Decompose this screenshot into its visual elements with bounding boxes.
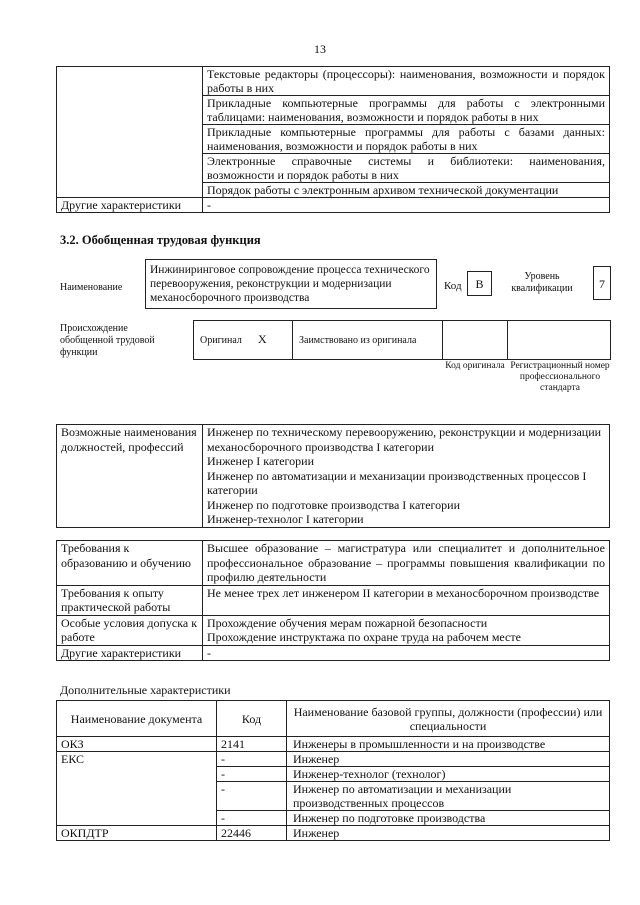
knowledge-item: Текстовые редакторы (процессоры): наименования, возможности и порядок работы в них xyxy=(203,67,610,96)
level-box xyxy=(593,266,611,300)
other-characteristics-label: Другие характеристики xyxy=(57,198,203,213)
special-conditions-label: Особые условия допуска к работе xyxy=(57,615,203,645)
name-cell: Инженер-технолог (технолог) xyxy=(287,767,610,782)
position-item: Инженер I категории xyxy=(207,454,314,468)
knowledge-item: Порядок работы с электронным архивом технической документации xyxy=(203,183,610,198)
function-name: Инжиниринговое сопровождение процесса технического перевооружения, реконструкции и модернизации механосборочного производства xyxy=(150,264,430,304)
other-characteristics-label: Другие характеристики xyxy=(57,645,203,661)
position-item: Инженер по подготовке производства I категории xyxy=(207,497,461,512)
registration-caption: Регистрационный номер профессионального стандарта xyxy=(510,361,610,393)
other-characteristics-value: - xyxy=(203,645,610,661)
code-cell: - xyxy=(217,811,287,826)
additional-table xyxy=(56,700,610,841)
original-cell xyxy=(193,320,293,360)
doc-cell: ОКЗ xyxy=(57,737,217,752)
doc-cell: ЕКС xyxy=(57,752,217,826)
education-label: Требования к образованию и обучению xyxy=(57,541,203,586)
name-cell: Инженеры в промышленности и на производстве xyxy=(287,737,610,752)
header-document: Наименование документа xyxy=(57,701,217,737)
original-mark: Х xyxy=(258,332,267,346)
origin-label: Происхождение обобщенной трудовой функции xyxy=(60,323,155,358)
knowledge-item: Электронные справочные системы и библиотеки: наименования, возможности и порядок работы в них xyxy=(203,154,610,183)
name-cell: Инженер по автоматизации и механизации производственных процессов xyxy=(287,782,610,811)
name-label: Наименование xyxy=(60,282,123,293)
code-caption: Код оригинала xyxy=(445,361,505,371)
code-cell: 2141 xyxy=(217,737,287,752)
requirements-table xyxy=(56,540,610,661)
name-cell: Инженер xyxy=(287,826,610,841)
condition-item: Прохождение инструктажа по охране труда на рабочем месте xyxy=(207,630,521,644)
original-label: Оригинал xyxy=(200,335,242,346)
experience-value: Не менее трех лет инженером II категории в механосборочном производстве xyxy=(203,585,610,615)
name-cell: Инженер xyxy=(287,752,610,767)
page-number: 13 xyxy=(314,42,326,56)
knowledge-table xyxy=(56,66,610,213)
education-value: Высшее образование – магистратура или специалитет и дополнительное профессиональное образование – программы повышения квалификации по профилю деятельности xyxy=(203,541,610,586)
positions-table xyxy=(56,424,610,528)
header-name: Наименование базовой группы, должности (профессии) или специальности xyxy=(287,701,610,737)
knowledge-item: Прикладные компьютерные программы для работы с электронными таблицами: наименования, возможности и порядок работы в них xyxy=(203,96,610,125)
doc-cell: ОКПДТР xyxy=(57,826,217,841)
name-cell: Инженер по подготовке производства xyxy=(287,811,610,826)
function-name-box xyxy=(145,259,437,309)
special-conditions-value xyxy=(203,615,610,645)
condition-item: Прохождение обучения мерам пожарной безопасности xyxy=(207,615,488,630)
knowledge-item: Прикладные компьютерные программы для работы с базами данных: наименования, возможности и порядок работы в них xyxy=(203,125,610,154)
positions-list xyxy=(203,425,610,528)
code-cell: 22446 xyxy=(217,826,287,841)
additional-title: Дополнительные характеристики xyxy=(60,683,231,697)
experience-label: Требования к опыту практической работы xyxy=(57,585,203,615)
knowledge-label-cell xyxy=(57,67,203,198)
positions-label: Возможные наименования должностей, профессий xyxy=(57,425,203,528)
section-title: 3.2. Обобщенная трудовая функция xyxy=(60,233,261,247)
position-item: Инженер по автоматизации и механизации производственных процессов I категории xyxy=(207,468,587,497)
code-box xyxy=(467,271,492,296)
borrowed-cell xyxy=(292,320,443,360)
other-characteristics-value: - xyxy=(203,198,610,213)
code-label: Код xyxy=(444,280,462,292)
origin-code-cell xyxy=(442,320,508,360)
position-item: Инженер-технолог I категории xyxy=(207,512,364,526)
header-code: Код xyxy=(217,701,287,737)
level-label: Уровень квалификации xyxy=(511,271,573,294)
position-item: Инженер по техническому перевооружению, реконструкции и модернизации механосборочного производства I категории xyxy=(207,425,602,454)
code-cell: - xyxy=(217,767,287,782)
level-value: 7 xyxy=(599,277,605,291)
code-cell: - xyxy=(217,782,287,811)
borrowed-label: Заимствовано из оригинала xyxy=(299,335,417,346)
code-value: В xyxy=(475,277,484,291)
code-cell: - xyxy=(217,752,287,767)
registration-number-cell xyxy=(507,320,611,360)
